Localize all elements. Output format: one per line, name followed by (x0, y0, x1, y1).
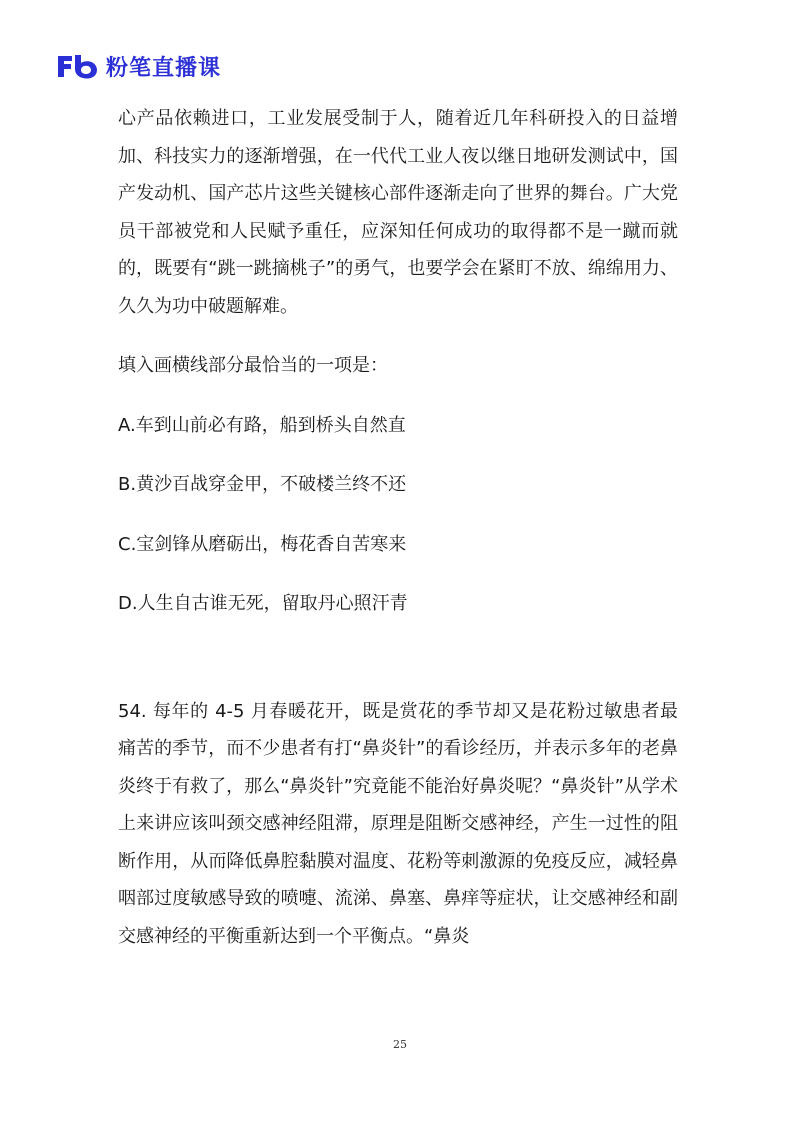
option-c: C.宝剑锋从磨砺出，梅花香自苦寒来 (118, 533, 407, 555)
fb-logo-icon (56, 52, 100, 80)
option-d: D.人生自古谁无死，留取丹心照汗青 (118, 593, 408, 614)
next-question-stem: 54. 每年的 4-5 月春暖花开，既是赏花的季节却又是花粉过敏患者最痛苦的季节，而不少患者有打“鼻炎针”的看诊经历，并表示多年的老鼻炎终于有救了，那么“鼻炎针”究竟能不能治好鼻炎呢？“鼻炎针”从学术上来讲应该叫颈交感神经阻滞，原理是阻断交感神经，产生一过性的阻断作用，从而降低鼻腔黏膜对温度、花粉等刺激源的免疫反应，减轻鼻咽部过度敏感导致的喷嚏、流涕、鼻塞、鼻痒等症状，让交感神经和副交感神经的平衡重新达到一个平衡点。“鼻炎 (118, 700, 678, 947)
brand-name: 粉笔直播课 (106, 55, 222, 81)
page-number: 25 (393, 1038, 407, 1051)
passage-continued: 心产品依赖进口，工业发展受制于人，随着近几年科研投入的日益增加、科技实力的逐渐增强，在一代代工业人夜以继日地研发测试中，国产发动机、国产芯片这些关键核心部件逐渐走向了世界的舞台。广大党员干部被党和人民赋予重任，应深知任何成功的取得都不是一蹴而就的，既要有“跳一跳摘桃子”的勇气，也要学会在紧盯不放、绵绵用力、久久为功中破题解难。 (118, 108, 678, 317)
option-b: B.黄沙百战穿金甲，不破楼兰终不还 (118, 474, 407, 495)
option-a: A.车到山前必有路，船到桥头自然直 (118, 414, 406, 436)
page-content (118, 100, 678, 955)
page-header (56, 50, 221, 82)
question-prompt: 填入画横线部分最恰当的一项是： (118, 355, 388, 376)
